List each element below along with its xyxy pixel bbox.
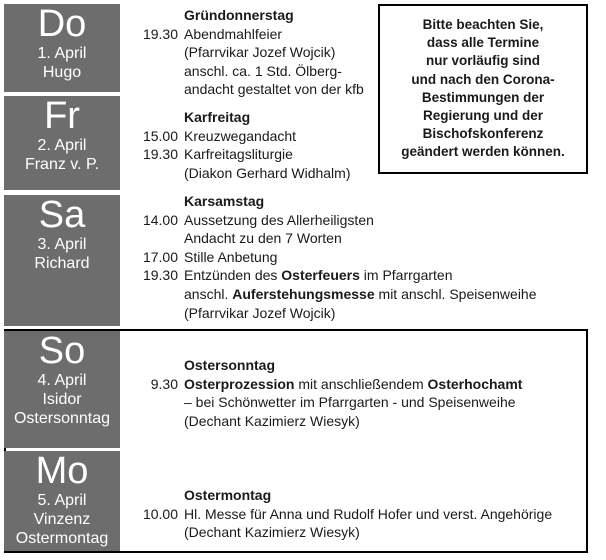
day-date: 3. April: [37, 236, 87, 253]
notice-line: geändert werden können.: [401, 144, 565, 160]
entry-time: 9.30: [150, 375, 178, 392]
entry-text: (Dechant Kazimierz Wiesyk): [184, 524, 360, 541]
entries-thursday: [142, 6, 364, 99]
day-date: 5. April: [37, 492, 87, 509]
entry-text: Kreuzwegandacht: [184, 127, 297, 144]
entry-text: Osterfeuers: [281, 267, 360, 284]
entry-text: (Dechant Kazimierz Wiesyk): [184, 412, 360, 429]
entry-time: 19.30: [142, 25, 178, 42]
day-block-saturday: [4, 195, 120, 326]
entry-row: [184, 304, 537, 323]
day-title: Gründonnerstag: [184, 7, 294, 23]
entry-text: Entzünden des: [184, 267, 282, 284]
entries-sunday: [150, 356, 523, 430]
entry-row: [142, 248, 537, 267]
entry-text: anschl.: [184, 285, 233, 302]
entries-friday: [142, 108, 351, 182]
day-name: Vinzenz: [33, 511, 91, 528]
day-name: Ostersonntag: [13, 410, 111, 427]
entry-time: 19.30: [142, 146, 178, 163]
day-name: Franz v. P.: [24, 156, 100, 173]
entry-text: anschl. ca. 1 Std. Ölberg-: [184, 62, 342, 79]
day-name: Richard: [34, 255, 90, 272]
entry-row: [184, 229, 537, 248]
day-abbreviation: Mo: [35, 450, 89, 492]
notice-line: Regierung und der: [422, 108, 543, 124]
entry-time: 17.00: [142, 248, 178, 265]
day-block-friday: [4, 96, 120, 190]
entry-time: 15.00: [142, 127, 178, 144]
notice-line: nur vorläufig sind: [425, 53, 540, 69]
day-title: Karsamstag: [184, 193, 265, 209]
entry-text: (Pfarrvikar Jozef Wojcik): [184, 304, 336, 321]
notice-box: [378, 4, 588, 174]
entry-row: [184, 164, 351, 183]
day-name: Hugo: [42, 64, 82, 81]
entry-text: (Diakon Gerhard Widhalm): [184, 164, 351, 181]
notice-line: und nach den Corona-: [411, 71, 555, 87]
entry-row: [184, 412, 522, 431]
entry-row: [142, 127, 351, 146]
entry-text: Karfreitagsliturgie: [184, 146, 293, 163]
entry-text: Stille Anbetung: [184, 248, 278, 265]
day-title: Ostersonntag: [184, 357, 276, 373]
entry-text: im Pfarrgarten: [359, 267, 453, 284]
entry-row: [142, 211, 537, 230]
day-date: 4. April: [37, 372, 87, 389]
entry-row: [184, 285, 537, 304]
entry-text: Osterprozession: [184, 375, 295, 392]
day-block-thursday: [4, 4, 120, 92]
day-block-monday: [4, 451, 120, 551]
entry-row: [142, 266, 537, 285]
day-name: Ostermontag: [15, 530, 109, 547]
entry-text: Auferstehungsmesse: [232, 285, 375, 302]
notice-line: Bischofskonferenz: [422, 126, 544, 142]
entry-text: – bei Schönwetter im Pfarrgarten - und Speisenweihe: [184, 394, 516, 411]
entry-row: [142, 145, 351, 164]
entry-row: [184, 43, 364, 62]
entry-time: 14.00: [142, 211, 178, 228]
entries-monday: [142, 486, 553, 542]
entry-row: [150, 375, 523, 394]
day-title: Karfreitag: [184, 109, 251, 125]
notice-line: Bestimmungen der: [421, 89, 545, 105]
entry-row: [184, 523, 552, 542]
entry-text: Osterhochamt: [427, 375, 523, 392]
entry-row: [184, 62, 364, 81]
notice-line: Bitte beachten Sie,: [422, 17, 544, 32]
day-abbreviation: Do: [37, 3, 87, 45]
day-abbreviation: So: [38, 330, 86, 372]
entry-text: Andacht zu den 7 Worten: [184, 230, 342, 247]
entry-text: Aussetzung des Allerheiligsten: [184, 211, 374, 228]
entry-text: mit anschl. Speisenweihe: [374, 285, 537, 302]
entry-row: [184, 393, 522, 412]
entry-text: (Pfarrvikar Jozef Wojcik): [184, 44, 336, 61]
entry-time: 19.30: [142, 267, 178, 284]
entries-saturday: [142, 192, 537, 322]
entry-row: [184, 80, 364, 99]
day-abbreviation: Sa: [38, 194, 86, 236]
entry-text: Hl. Messe für Anna und Rudolf Hofer und verst. Angehörige: [184, 505, 553, 522]
entry-text: mit anschließendem: [294, 375, 428, 392]
day-date: 2. April: [37, 137, 87, 154]
day-title: Ostermontag: [184, 487, 272, 503]
entry-row: [142, 505, 553, 524]
entry-text: andacht gestaltet von der kfb: [184, 81, 364, 98]
entry-time: 10.00: [142, 505, 178, 522]
day-name: Isidor: [42, 391, 82, 408]
entry-row: [142, 25, 364, 44]
notice-line: dass alle Termine: [426, 35, 540, 51]
day-date: 1. April: [37, 45, 87, 62]
day-abbreviation: Fr: [44, 95, 80, 137]
day-block-sunday: [4, 331, 120, 448]
entry-text: Abendmahlfeier: [184, 25, 283, 42]
